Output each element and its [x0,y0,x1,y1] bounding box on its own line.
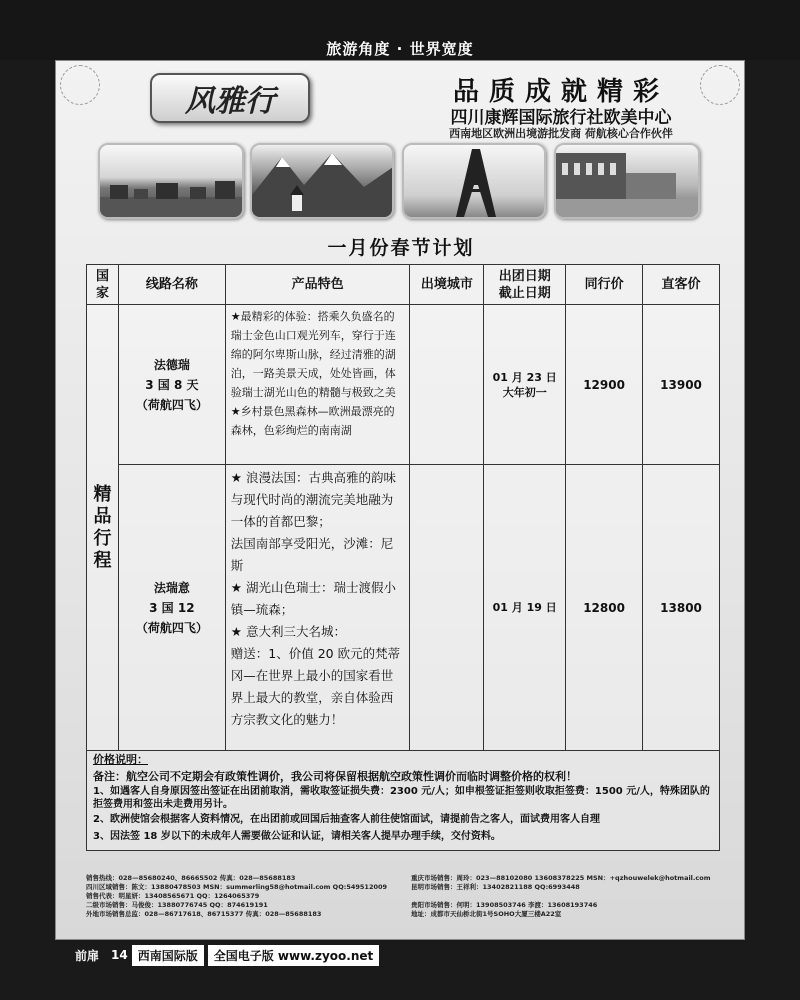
footer-bar [55,944,745,966]
city-cell [410,465,484,751]
contact-line: 昆明市场销售：王祥利：13402821188 QQ:6993448 [411,883,580,891]
tour-plan-table [86,264,720,751]
date-cell: 01 月 19 日 [484,465,566,751]
route-days: 3 国 12 [149,600,195,615]
header-retail-price: 直客价 [643,265,720,305]
tagline: 西南地区欧洲出境游批发商 荷航核心合作伙伴 [449,127,673,140]
trade-price-cell: 12900 [566,305,643,465]
header-city: 出境城市 [410,265,484,305]
notes-line: 1、如遇客人自身原因签出签证在出团前取消，需收取签证损失费：2300 元/人；如申根签证拒签则收取拒签费：1500 元/人，特殊团队的拒签费用和签出未走费用另计。 [93,786,710,810]
table-header-row [87,265,720,305]
features-cell: ★最精彩的体验：搭乘久负盛名的瑞士金色山口观光列车，穿行于连绵的阿尔卑斯山脉，经过清雅的湖泊，一路美景天成，处处皆画，体验瑞士湖光山色的精髓与极致之美 ★乡村景色黑森林—欧洲最漂亮的森林，色彩绚烂的南南湖 [225,305,410,465]
table-row [87,465,720,751]
company-name: 四川康辉国际旅行社欧美中心 [450,108,672,128]
contact-line: 二级市场销售：马俊俊：13880776745 QQ：874619191 [86,901,268,909]
notes-line: 备注：航空公司不定期会有政策性调价，我公司将保留根据航空政策性调价而临时调整价格的权利！ [93,770,577,783]
group-label: 精品行程 [87,305,119,751]
contact-column-right [411,874,731,919]
contact-line: 外地市场销售总监：028—86717618、86715377 传真：028—85688183 [86,910,322,918]
date-cell: 01 月 23 日 大年初一 [484,305,566,465]
contact-line: 贵阳市场销售：何明：13908503746 李渡：13608193746 [411,901,598,909]
trade-price-cell: 12800 [566,465,643,751]
eiffel-tower-icon [404,145,546,219]
site-link[interactable]: 全国电子版 www.zyoo.net [208,945,380,966]
header-country: 国家 [87,265,119,305]
banner-slogan: 旅游角度 · 世界宽度 [326,40,474,58]
route-cell [118,305,225,465]
notes-label: 价格说明： [93,753,148,766]
contact-column-left [86,874,406,919]
price-notes [86,751,720,851]
contact-line: 重庆市场销售：周玲：023—88102080 13608378225 MSN：+qzhouwelek@hotmail.com [411,874,711,882]
town-landscape-icon [100,145,244,219]
photo-venice-canal [554,143,700,219]
contact-line [411,892,731,901]
retail-price-cell: 13900 [643,305,720,465]
route-name: 法瑞意 [153,580,190,595]
route-cell [118,465,225,751]
header-route: 线路名称 [118,265,225,305]
edition-badge: 西南国际版 [132,945,204,966]
contact-line: 地址：成都市天仙桥北街1号SOHO大厦三楼A22室 [411,910,562,918]
brand-logo: 风雅行 [150,73,310,123]
header-trade-price: 同行价 [566,265,643,305]
route-name: 法德瑞 [153,357,190,372]
retail-price-cell: 13800 [643,465,720,751]
contact-info [86,874,726,934]
notes-line: 3、因法签 18 岁以下的未成年人需要做公证和认证，请相关客人提早办理手续，交付资料。 [93,831,501,842]
photo-eiffel-tower [402,143,546,219]
route-airline: （荷航四飞） [135,620,208,635]
corner-ornament-icon [60,65,100,105]
photo-town-landscape [98,143,244,219]
footer-left-label: 前扉 [75,948,100,963]
photo-alpine-village [250,143,394,219]
mountain-icon [252,145,394,219]
features-cell: ★ 浪漫法国：古典高雅的韵味与现代时尚的潮流完美地融为一体的首都巴黎； 法国南部享受阳光，沙滩：尼斯 ★ 湖光山色瑞士：瑞士渡假小镇—琉森； ★ 意大利三大名城： 赠送：1、价值 20 欧元的梵蒂冈—在世界上最小的国家看世界上最大的教堂，亲自体验西方宗教文化的魅力！ [225,465,410,751]
header-features: 产品特色 [225,265,410,305]
flyer-page [55,60,745,940]
canal-buildings-icon [556,145,700,219]
route-airline: （荷航四飞） [135,397,208,412]
route-days: 3 国 8 天 [145,377,199,392]
contact-line: 销售代表：明星妍：13408565671 QQ：1264065379 [86,892,260,900]
city-cell [410,305,484,465]
header-date: 出团日期 截止日期 [484,265,566,305]
headline: 品质成就精彩 [452,77,669,107]
contact-line: 销售热线：028—85680240、86665502 传真：028—85688183 [86,874,296,882]
contact-line: 四川区域销售：陈文：13880478503 MSN：summerling58@hotmail.com QQ:549512009 [86,883,388,891]
top-banner [0,0,800,60]
notes-line: 2、欧洲使馆会根据客人资料情况，在出团前或回国后抽查客人前往使馆面试，请提前告之客人，面试费用客人自理 [93,814,600,825]
page-number: 14 [111,948,128,962]
section-title: 一月份春节计划 [327,237,475,259]
table-row [87,305,720,465]
